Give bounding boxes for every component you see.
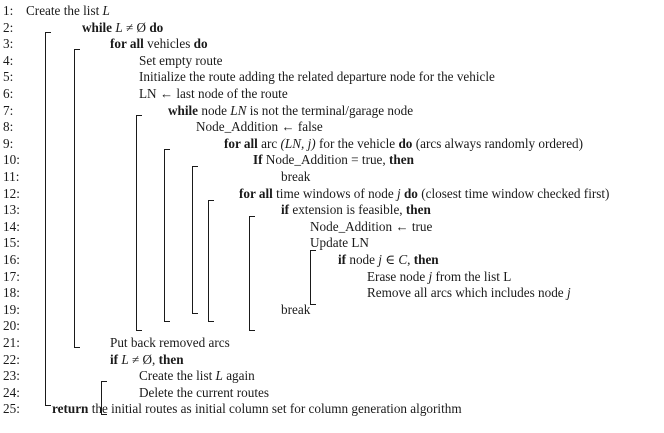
- pseudocode-line: [0, 284, 664, 301]
- pseudocode-line: [0, 301, 664, 318]
- line-code: break: [281, 301, 311, 317]
- line-number: 7:: [3, 102, 14, 118]
- line-number: 18:: [3, 285, 20, 301]
- line-number: 5:: [3, 69, 14, 85]
- line-number: 4:: [3, 52, 14, 68]
- line-code: if extension is feasible, then: [281, 202, 431, 218]
- pseudocode-line: [0, 234, 664, 251]
- line-code: break: [281, 169, 311, 184]
- line-code: for all time windows of node j do (closest time window checked first): [239, 185, 610, 201]
- line-number: 13:: [3, 202, 20, 218]
- pseudocode-line: [0, 384, 664, 401]
- pseudocode-line: [0, 268, 664, 285]
- line-number: 20:: [3, 318, 20, 334]
- pseudocode-line: [0, 334, 664, 351]
- line-code: for all vehicles do: [110, 36, 208, 52]
- line-number: 17:: [3, 268, 20, 284]
- pseudocode-line: [0, 85, 664, 102]
- line-code: LN ← last node of the route: [139, 86, 288, 101]
- line-number: 22:: [3, 351, 20, 367]
- pseudocode-line: [0, 400, 664, 417]
- line-number: 23:: [3, 368, 20, 384]
- line-code: Set empty route: [139, 52, 223, 68]
- line-number: 21:: [3, 335, 20, 350]
- pseudocode-line: [0, 185, 664, 202]
- line-code: Create the list L again: [139, 368, 255, 384]
- pseudocode-line: [0, 135, 664, 152]
- pseudocode-line: [0, 151, 664, 168]
- line-code: Erase node j from the list L: [367, 268, 512, 284]
- line-number: 2:: [3, 19, 14, 35]
- line-number: 1:: [3, 3, 14, 18]
- pseudocode-line: [0, 2, 664, 19]
- line-code: if L ≠ Ø, then: [110, 351, 184, 367]
- pseudocode-line: [0, 68, 664, 85]
- pseudocode-line: [0, 168, 664, 185]
- line-number: 6:: [3, 86, 14, 101]
- line-number: 12:: [3, 185, 20, 201]
- line-number: 25:: [3, 401, 20, 417]
- line-code: for all arc (LN, j) for the vehicle do (arcs always randomly ordered): [224, 135, 584, 151]
- line-number: 11:: [3, 169, 20, 184]
- pseudocode-line: [0, 201, 664, 218]
- line-code: Remove all arcs which includes node j: [367, 285, 571, 301]
- line-number: 9:: [3, 135, 14, 151]
- line-code: Node_Addition ← false: [196, 119, 323, 135]
- line-code: Put back removed arcs: [110, 335, 230, 350]
- pseudocode-line: [0, 52, 664, 69]
- pseudocode-line: [0, 351, 664, 368]
- pseudocode-line: [0, 35, 664, 52]
- line-code: while L ≠ Ø do: [82, 19, 164, 35]
- pseudocode-line: [0, 218, 664, 235]
- line-code: Create the list L: [26, 3, 110, 18]
- line-code: return the initial routes as initial column set for column generation algorithm: [52, 401, 462, 417]
- line-code: while node LN is not the terminal/garage node: [168, 102, 414, 118]
- line-number: 10:: [3, 152, 20, 168]
- line-number: 15:: [3, 235, 20, 251]
- line-code: Update LN: [310, 235, 369, 251]
- pseudocode-line: [0, 251, 664, 268]
- line-code: Initialize the route adding the related departure node for the vehicle: [139, 69, 495, 85]
- pseudocode-line: [0, 118, 664, 135]
- pseudocode-line: [0, 317, 664, 334]
- pseudocode-line: [0, 102, 664, 119]
- line-number: 16:: [3, 252, 20, 267]
- line-number: 8:: [3, 119, 14, 135]
- pseudocode-line: [0, 367, 664, 384]
- line-code: Node_Addition ← true: [310, 218, 433, 234]
- line-code: Delete the current routes: [139, 384, 269, 400]
- pseudocode-line: [0, 19, 664, 36]
- line-code: if node j ∈ C, then: [338, 252, 439, 267]
- line-number: 19:: [3, 301, 20, 317]
- line-code: If Node_Addition = true, then: [253, 152, 414, 168]
- line-number: 3:: [3, 36, 14, 52]
- line-number: 24:: [3, 384, 20, 400]
- line-number: 14:: [3, 218, 20, 234]
